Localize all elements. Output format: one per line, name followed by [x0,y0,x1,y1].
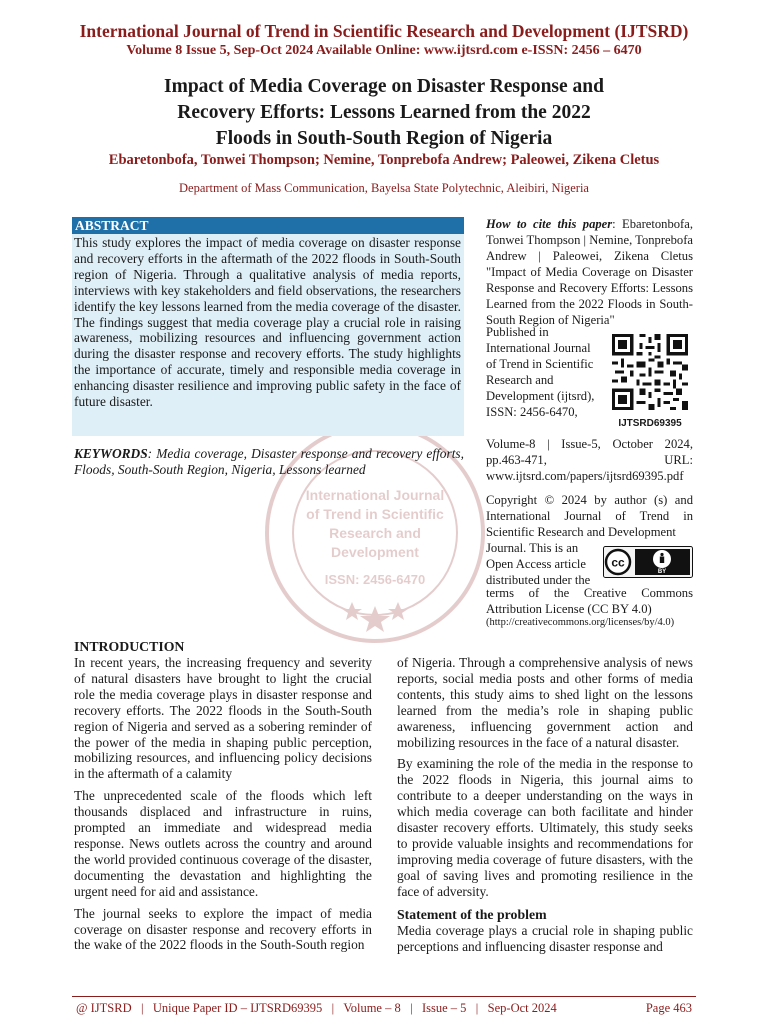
abstract-text: This study explores the impact of media coverage on disaster response and recovery efforts in the aftermath of the 2022 floods in South-South region of Nigeria. Through a qualitative analysis of media reports, interviews with key stakeholders and field observations, the researchers identify the key lessons learned from the media coverage of the disaster. The findings suggest that media coverage play a crucial role in raising awareness, mobilizing resources and influencing government action during the disaster response and recovery efforts. The study highlights the importance of accurate, timely and responsible media coverage in enhancing disaster resilience and improving public safety in the face of future disaster. [74,235,461,410]
published-details: Volume-8 | Issue-5, October 2024, pp.463-471, URL: www.ijtsrd.com/papers/ijtsrd69395.pdf [486,437,693,483]
copyright-text: Copyright © 2024 by author (s) and International Journal of Trend in Scientific Research and Development [486,493,693,539]
journal-header [0,20,768,60]
cc-by-label: BY [657,569,667,575]
abstract-heading: ABSTRACT [72,217,464,234]
problem-paragraph-1: Media coverage plays a crucial role in shaping public perceptions and influencing disaster response and [397,922,693,954]
title-line-3: Floods in South-South Region of Nigeria [215,128,553,149]
affiliation: Department of Mass Communication, Bayelsa State Polytechnic, Aleibiri, Nigeria [179,181,589,195]
license-url[interactable]: (http://creativecommons.org/licenses/by/4.0) [486,617,675,628]
watermark-line-4: Development [331,544,419,560]
problem-heading: Statement of the problem [397,906,547,922]
body-left-column [74,638,372,959]
keywords [74,446,464,478]
citation-block [486,216,693,328]
journal-volume-line: Volume 8 Issue 5, Sep-Oct 2024 Available Online: www.ijtsrd.com e-ISSN: 2456 – 6470 [126,43,642,58]
qr-paper-id: IJTSRD69395 [618,418,682,429]
intro-paragraph-2: The unprecedented scale of the floods which left thousands displaced and infrastructure in ruins, prompted an immediate and widespread media response. News outlets across the country and around the world provided continuous coverage of the disaster, documenting the devastation and highlighting the urgent need for aid and assistance. [74,788,372,899]
cc-by-license-icon[interactable] [603,546,693,578]
intro-paragraph-1: In recent years, the increasing frequency and severity of natural disasters have brought to light the crucial role the media coverage plays in disaster response and recovery efforts. The 2022 floods in the South-South region of Nigeria and served as a sobering reminder of the power of the media in shaping public perception, mobilizing resources, and influencing policy decisions in the aftermath of a calamity [74,655,372,782]
authors: Ebaretonbofa, Tonwei Thompson; Nemine, Tonprebofa Andrew; Paleowei, Zikena Cletus [108,152,660,168]
introduction-heading: INTRODUCTION [74,639,185,654]
title-line-1: Impact of Media Coverage on Disaster Response and [164,76,604,97]
keywords-text: : Media coverage, Disaster response and recovery efforts, Floods, South-South Region, Nigeria, Lessons learned [74,446,464,477]
intro-paragraph-3: The journal seeks to explore the impact of media coverage on disaster response and recovery efforts in the wake of the 2022 floods in the South-South region [74,905,372,953]
keywords-label: KEYWORDS [74,446,148,461]
journal-name: International Journal of Trend in Scientific Research and Development (IJTSRD) [79,21,689,41]
watermark-line-2: of Trend in Scientific [306,506,444,522]
watermark-line-3: Research and [329,525,421,541]
body-right-column [397,655,693,960]
watermark-line-1: International Journal [305,487,445,503]
svg-text:cc: cc [611,555,625,570]
paper-title [60,74,708,152]
watermark-issn: ISSN: 2456-6470 [324,572,426,587]
abstract-box [72,217,464,436]
footer-divider [72,996,696,997]
right-paragraph-1: of Nigeria. Through a comprehensive analysis of news reports, social media posts and other forms of media contents, this study aims to shed light on the lessons learned from the media’s role in shaping public awareness, influencing government action and mobilizing resources in the face of a natural disaster. [397,655,693,750]
page-number: Page 463 [645,1001,692,1015]
license-terms: terms of the Creative Commons Attribution License (CC BY 4.0) [486,586,693,616]
citation-text: : Ebaretonbofa, Tonwei Thompson | Nemine, Tonprebofa Andrew | Paleowei, Zikena Cletus "Impact of Media Coverage on Disaster Response and Recovery Efforts: Lessons Learned from the 2022 Floods in South-South Region of Nigeria" [486,217,694,327]
published-in-text: Published in International Journal of Trend in Scientific Research and Development (ijtsrd), ISSN: 2456-6470, [486,325,595,419]
open-access-text: Journal. This is an Open Access article distributed under the [486,541,591,587]
citation-label: How to cite this paper [486,217,613,231]
footer-info: @ IJTSRD | Unique Paper ID – IJTSRD69395 | Volume – 8 | Issue – 5 | Sep-Oct 2024 [76,1001,557,1015]
qr-block [608,334,692,432]
right-paragraph-2: By examining the role of the media in the response to the 2022 floods in Nigeria, this journal aims to contribute to a deeper understanding on the ways in which media coverage can both facilitate and hinder disaster recovery efforts. Ultimately, this study seeks to provide valuable insights and recommendations for improving media coverage of future disasters, with the goal of saving lives and promoting resilience in the face of adversity. [397,756,693,899]
qr-code[interactable] [612,334,688,410]
title-line-2: Recovery Efforts: Lessons Learned from the 2022 [177,102,591,123]
